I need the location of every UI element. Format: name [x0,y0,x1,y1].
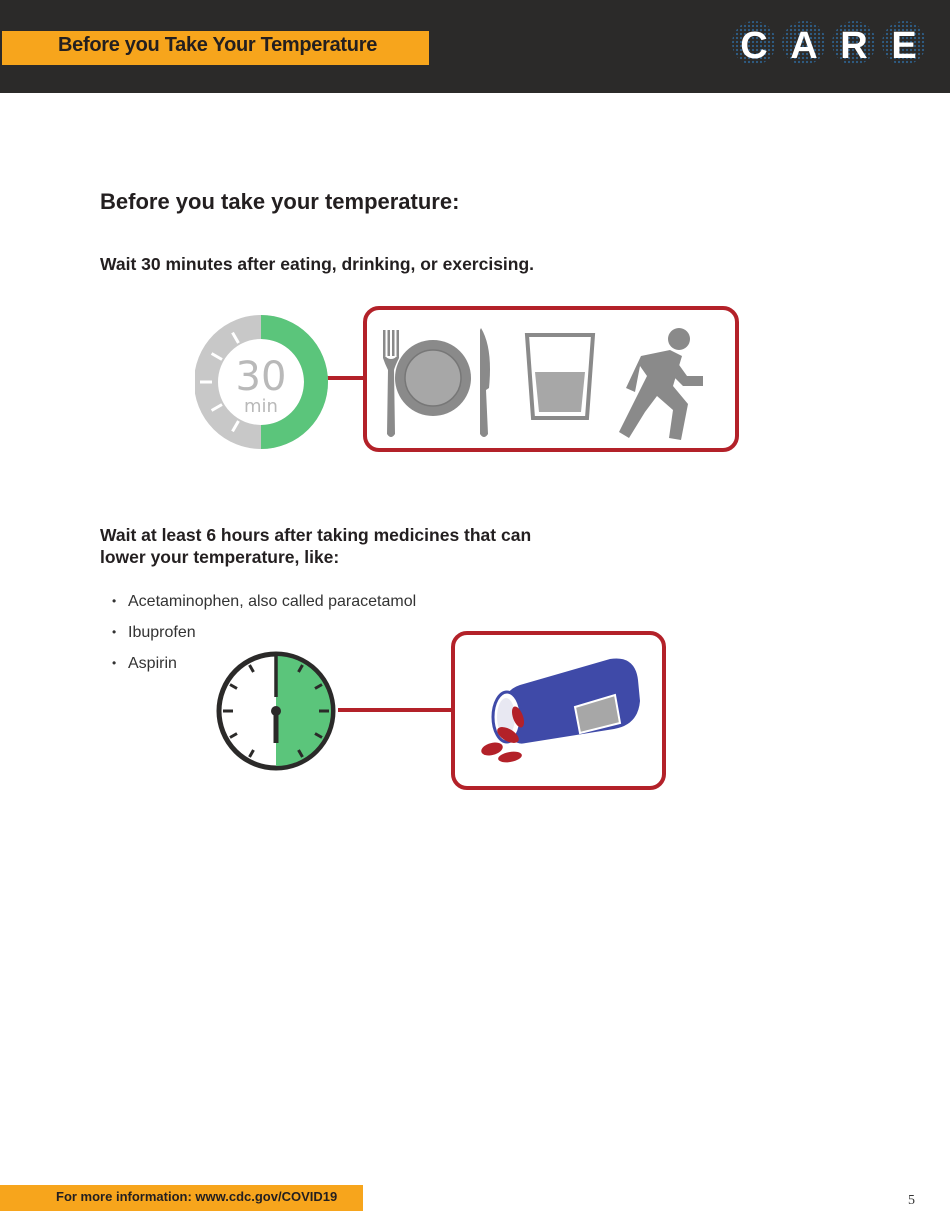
list-item: • Aspirin [112,655,177,672]
page-number: 5 [908,1193,915,1208]
list-item: • Ibuprofen [112,624,196,641]
medicine-name: Aspirin [128,655,177,672]
timer-icon [200,315,328,449]
clock-icon [219,653,333,768]
medicine-name: Acetaminophen, also called paracetamol [128,593,417,610]
clock-center [271,706,281,716]
timer-unit: min [244,396,278,417]
page-heading: Before you take your temperature: [100,189,460,214]
footer-info: For more information: www.cdc.gov/COVID19 [0,1185,363,1211]
care-logo [728,18,930,74]
logo-letter-a: A [790,25,818,67]
section-title: Before you Take Your Temperature [2,31,429,65]
plate-icon [395,340,471,416]
logo-letter-e: E [891,25,917,67]
wait-6-figure [210,625,675,800]
wait-6-instruction: Wait at least 6 hours after taking medicines that can lower your temperature, like: [100,525,532,567]
logo-letter-r: R [840,25,868,67]
medicine-name: Ibuprofen [128,624,196,641]
wait-30-instruction: Wait 30 minutes after eating, drinking, or exercising. [100,254,535,274]
timer-value: 30 [235,354,287,400]
logo-letter-c: C [740,25,768,67]
wait-30-figure [195,300,745,460]
list-item: • Acetaminophen, also called paracetamol [112,593,417,610]
